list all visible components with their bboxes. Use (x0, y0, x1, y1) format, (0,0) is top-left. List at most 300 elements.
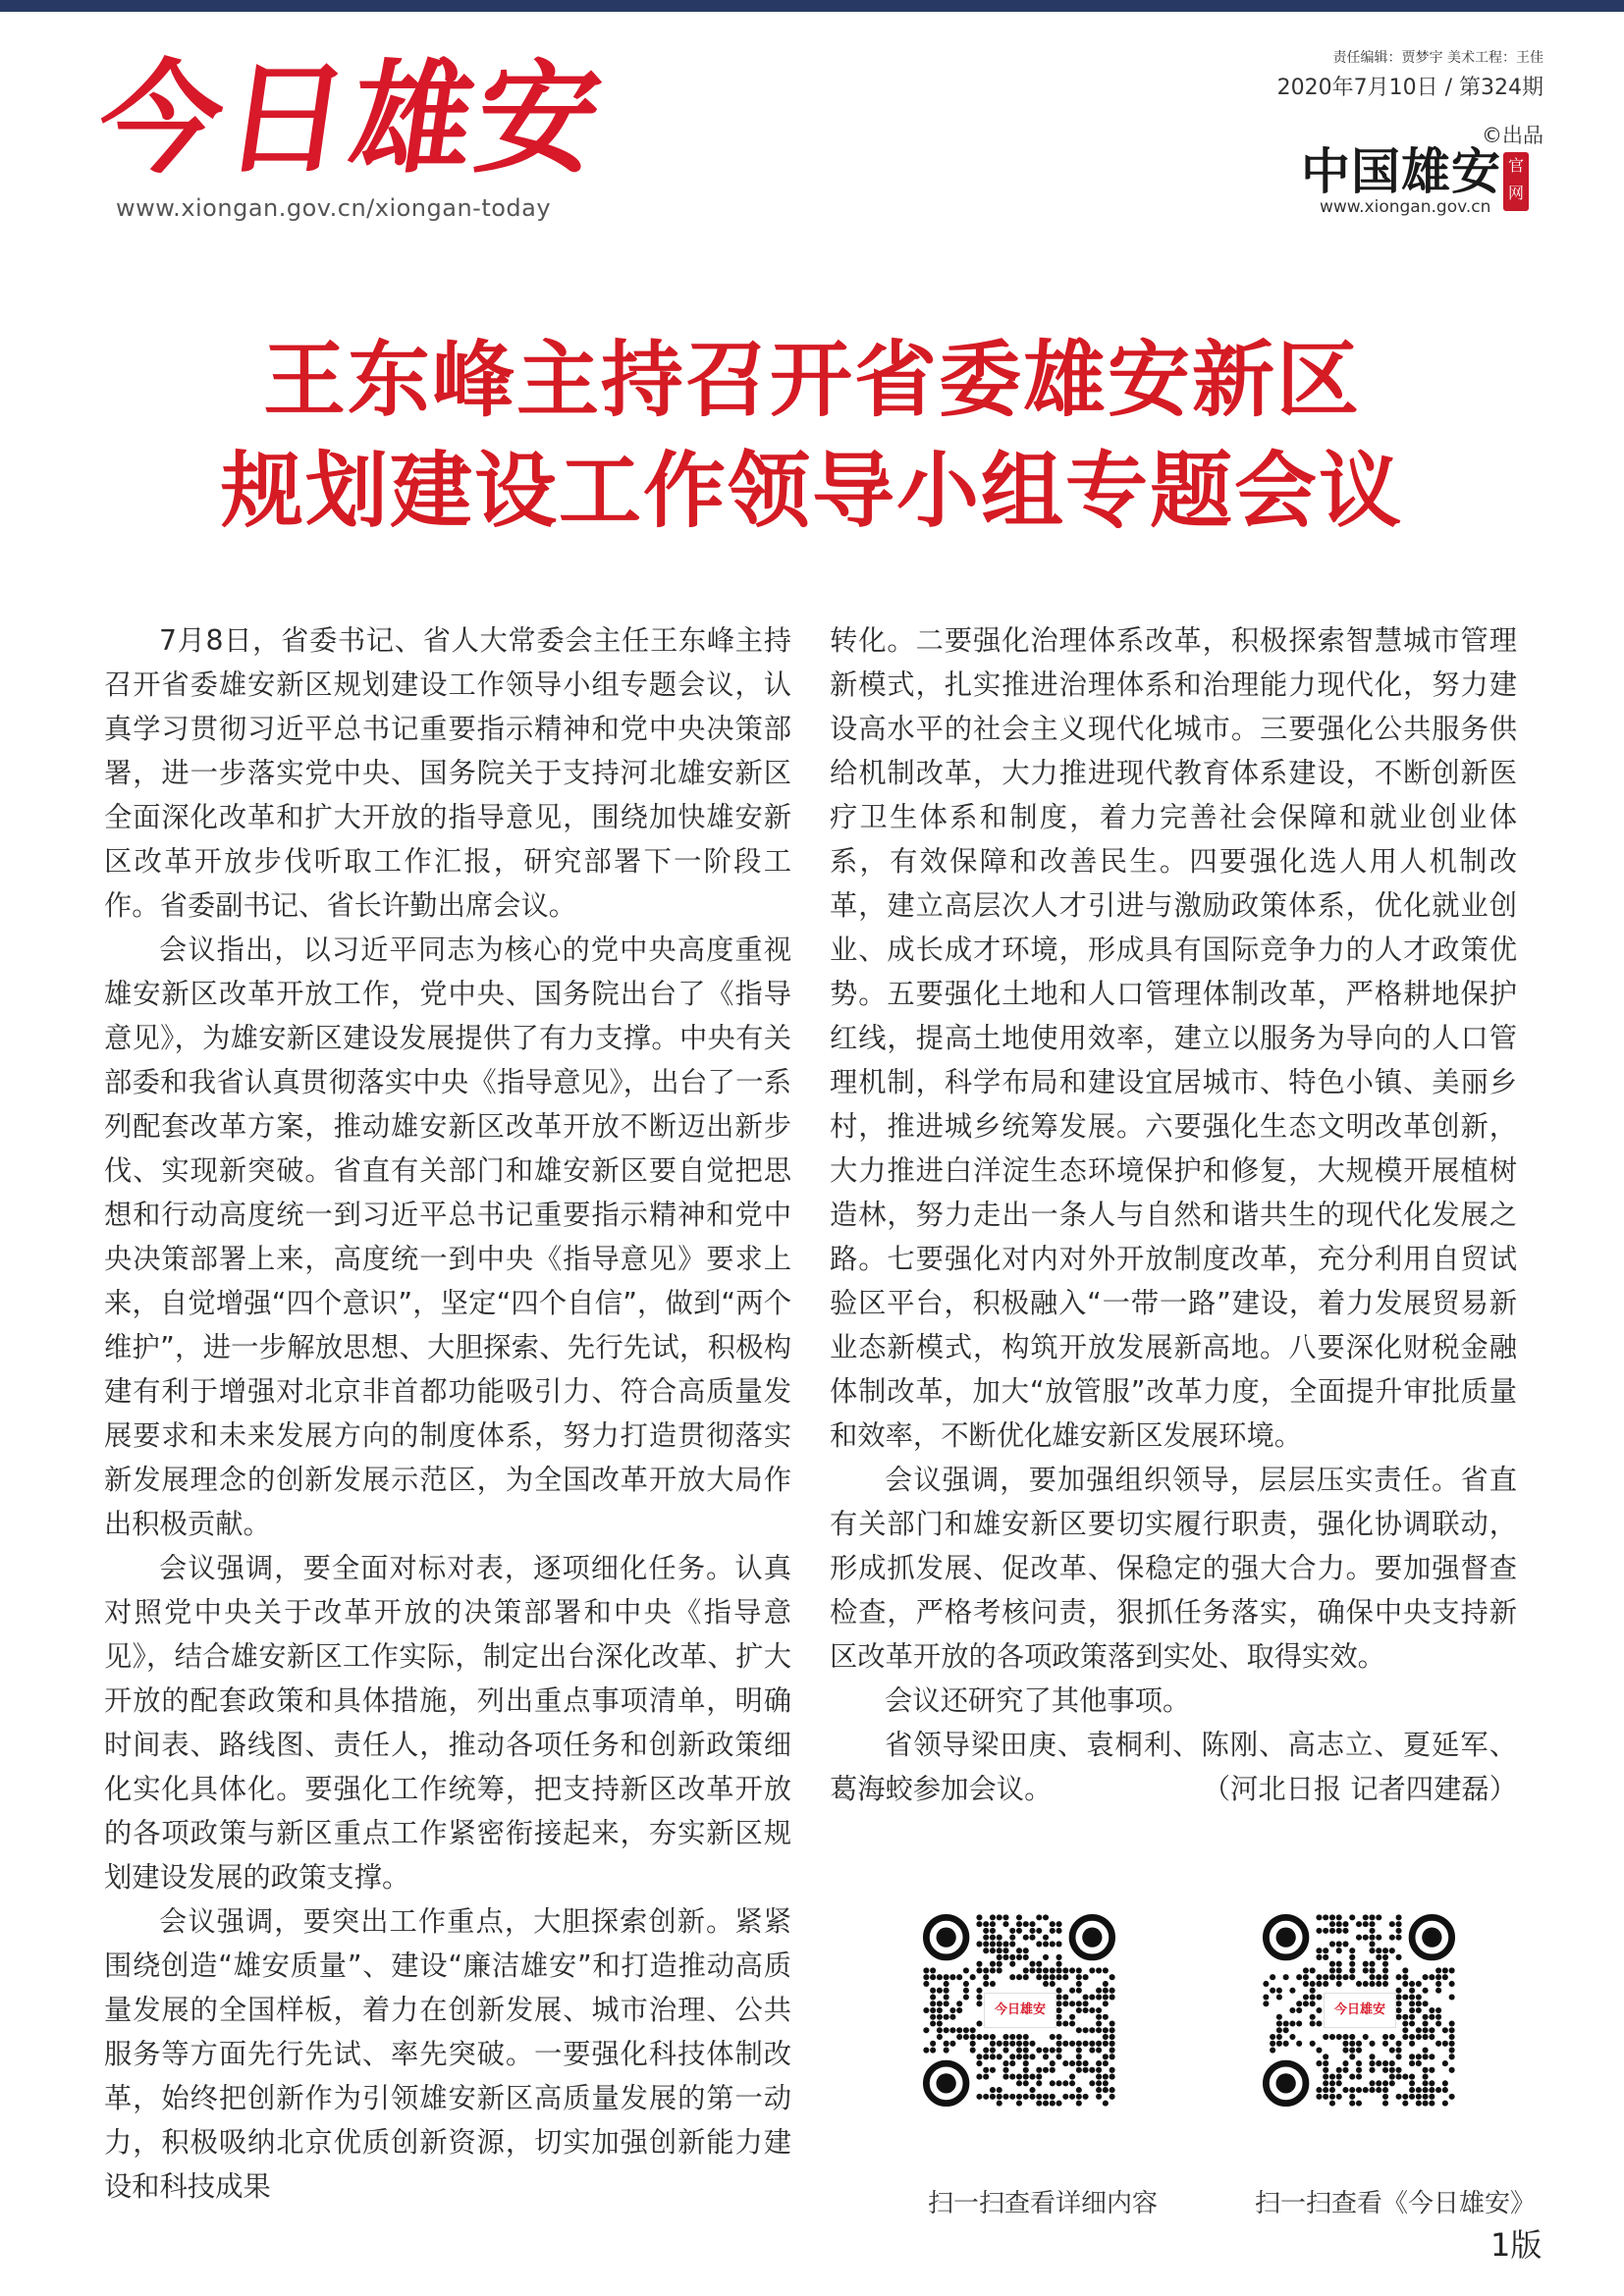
qr-dot (1402, 2020, 1408, 2026)
qr-dot (1096, 2027, 1102, 2033)
qr-dot (1336, 1967, 1342, 1973)
qr-dot (1376, 1914, 1381, 1920)
qr-dot (1369, 1921, 1375, 1927)
qr-dot (1062, 2041, 1068, 2047)
article-paragraph: 会议指出，以习近平同志为核心的党中央高度重视雄安新区改革开放工作，党中央、国务院出台了《指导意见》，为雄安新区建设发展提供了有力支撑。中央有关部委和我省认真贯彻落实中央《指导意见》，出台了一系列配套改革方案，推动雄安新区改革开放不断迈出新步伐、实现新突破。省直有关部门和雄安新区要自觉把思想和行动高度统一到习近平总书记重要指示精神和党中央决策部署上来，高度统一到中央《指导意见》要求上来，自觉增强“四个意识”，坚定“四个自信”，做到“两个维护”，进一步解放思想、大胆探索、先行先试，积极构建有利于增强对北京非首都功能吸引力、符合高质量发展要求和未来发展方向的制度体系，努力打造贯彻落实新发展理念的创新发展示范区，为全国改革开放大局作出积极贡献。 (104, 934, 791, 1540)
qr-dot (930, 2001, 936, 2006)
qr-dot (1329, 1974, 1335, 1980)
qr-dot (944, 1974, 949, 1980)
qr-dot (997, 2041, 1002, 2047)
qr-code-detail[interactable] (923, 1914, 1115, 2107)
qr-dot (1110, 2067, 1115, 2073)
qr-dot (1323, 2067, 1328, 2073)
qr-dot (1096, 1988, 1102, 1994)
qr-dot (1056, 1988, 1062, 1994)
qr-dot (983, 2067, 989, 2073)
qr-dot (990, 1948, 996, 1953)
qr-dot (1435, 1981, 1441, 1987)
qr-dot (1023, 2048, 1029, 2054)
qr-dot (1409, 2094, 1415, 2100)
qr-dot (1056, 1974, 1062, 1980)
qr-dot (1056, 2014, 1062, 2020)
qr-dot (1296, 2007, 1302, 2013)
qr-dot (1076, 2041, 1082, 2047)
qr-dot (1323, 1928, 1328, 1934)
qr-dot (1002, 2034, 1008, 2040)
qr-dot (1050, 1921, 1056, 1927)
qr-finder-center (1276, 2073, 1296, 2093)
qr-dot (1110, 2034, 1115, 2040)
qr-dot (1036, 2101, 1042, 2107)
qr-dot (997, 1941, 1002, 1947)
qr-dot (1289, 2034, 1295, 2040)
qr-dot (1402, 2014, 1408, 2020)
qr-dot (983, 1928, 989, 1934)
article-paragraph: 会议强调，要突出工作重点，大胆探索创新。紧紧围绕创造“雄安质量”、建设“廉洁雄安”和打造推动高质量发展的全国样板，着力在创新发展、城市治理、公共服务等方面先行先试、率先突破。一要强化科技体制改革，始终把创新作为引领雄安新区高质量发展的第一动力，积极吸纳北京优质创新资源，切实加强创新能力建设和科技成果 (104, 1905, 791, 2203)
qr-dot (944, 1981, 949, 1987)
qr-dot (1396, 1921, 1402, 1927)
qr-dot (1270, 1974, 1275, 1980)
qr-dot (1036, 1928, 1042, 1934)
qr-dot (944, 2001, 949, 2006)
qr-dot (1349, 1967, 1355, 1973)
qr-dot (1056, 1954, 1062, 1960)
qr-dot (1342, 2067, 1348, 2073)
qr-dot (1303, 2001, 1309, 2006)
qr-dot (1349, 2101, 1355, 2107)
qr-dot (983, 1981, 989, 1987)
qr-dot (1396, 1974, 1402, 1980)
qr-dot (1369, 2087, 1375, 2093)
qr-dot (1396, 1994, 1402, 2000)
qr-dot (1376, 2087, 1381, 2093)
qr-dot (1069, 2014, 1075, 2020)
qr-dot (1029, 2094, 1035, 2100)
masthead-url[interactable]: www.xiongan.gov.cn/xiongan-today (116, 194, 552, 222)
qr-dot (1389, 1935, 1395, 1941)
qr-dot (1316, 1954, 1322, 1960)
qr-dot (1423, 2014, 1429, 2020)
qr-dot (1056, 2001, 1062, 2006)
qr-dot (983, 2034, 989, 2040)
qr-dot (949, 2007, 955, 2013)
qr-dot (1336, 1981, 1342, 1987)
qr-dot (1349, 2041, 1355, 2047)
qr-dot (1435, 2007, 1441, 2013)
qr-dot (1342, 2034, 1348, 2040)
qr-dot (990, 2041, 996, 2047)
qr-dot (949, 1974, 955, 1980)
qr-dot (1103, 2074, 1109, 2080)
qr-dot (1409, 2007, 1415, 2013)
qr-dot (990, 1961, 996, 1967)
qr-dot (1009, 2094, 1015, 2100)
brand-url[interactable]: www.xiongan.gov.cn (1320, 197, 1491, 217)
qr-dot (1389, 2074, 1395, 2080)
qr-dot (1016, 1921, 1022, 1927)
qr-dot (1050, 2034, 1056, 2040)
qr-dot (1303, 1967, 1309, 1973)
brand-logo: 中国雄安 (1301, 142, 1501, 200)
qr-dot (1396, 2014, 1402, 2020)
qr-dot (1096, 2041, 1102, 2047)
qr-dot (1069, 2094, 1075, 2100)
qr-dot (1110, 1974, 1115, 1980)
qr-dot (1276, 1994, 1282, 2000)
qr-dot (944, 2041, 949, 2047)
qr-dot (1103, 2087, 1109, 2093)
qr-dot (1023, 2074, 1029, 2080)
qr-dot (1103, 2060, 1109, 2066)
qr-dot (976, 2001, 982, 2006)
qr-dot (1276, 2027, 1282, 2033)
article-column-right (830, 618, 1517, 1811)
qr-dot (1336, 2080, 1342, 2086)
qr-dot (1069, 2080, 1075, 2086)
qr-dot (1029, 1928, 1035, 1934)
qr-dot (1076, 2054, 1082, 2059)
qr-dot (1416, 1994, 1422, 2000)
qr-dot (1363, 1921, 1369, 1927)
qr-dot (1363, 1935, 1369, 1941)
qr-dot (1336, 1961, 1342, 1967)
qr-dot (1056, 2020, 1062, 2026)
qr-dot (1409, 2080, 1415, 2086)
qr-dot (1329, 1961, 1335, 1967)
qr-dot (976, 1941, 982, 1947)
qr-dot (1110, 2094, 1115, 2100)
qr-dot (1089, 2067, 1095, 2073)
qr-dot (1283, 2041, 1289, 2047)
qr-dot (1402, 2094, 1408, 2100)
qr-dot (1416, 2001, 1422, 2006)
qr-dot (1110, 2041, 1115, 2047)
qr-dot (1316, 2060, 1322, 2066)
qr-dot (1296, 1974, 1302, 1980)
qr-dot (1103, 1988, 1109, 1994)
qr-dot (1349, 1974, 1355, 1980)
qr-dot (990, 1981, 996, 1987)
qr-dot (1382, 2087, 1388, 2093)
qr-dot (1036, 2094, 1042, 2100)
qr-dot (1050, 2080, 1056, 2086)
qr-dot (1389, 2048, 1395, 2054)
qr-dot (1382, 1948, 1388, 1953)
article-paragraph: 会议强调，要加强组织领导，层层压实责任。省直有关部门和雄安新区要切实履行职责，强化协调联动，形成抓发展、促改革、保稳定的强大合力。要加强督查检查，严格考核问责，狠抓任务落实，确保中央支持新区改革开放的各项政策落到实处、取得实效。 (830, 1464, 1517, 1673)
qr-dot (1110, 2087, 1115, 2093)
qr-dot (1423, 2067, 1429, 2073)
qr-dot (1023, 1954, 1029, 1960)
qr-dot (997, 2087, 1002, 2093)
qr-dot (1276, 2014, 1282, 2020)
qr-dot (1329, 2094, 1335, 2100)
qr-dot (1103, 1994, 1109, 2000)
produced-by: ©出品 (1482, 124, 1543, 147)
qr-dot (956, 2007, 962, 2013)
qr-dot (1036, 2048, 1042, 2054)
qr-dot (1449, 1994, 1455, 2000)
qr-dot (1449, 2034, 1455, 2040)
qr-dot (1310, 1988, 1316, 1994)
qr-dot (1083, 2027, 1089, 2033)
qr-dot (1349, 2054, 1355, 2059)
qr-dot (1442, 1974, 1448, 1980)
qr-dot (1056, 2048, 1062, 2054)
qr-dot (944, 2014, 949, 2020)
qr-dot (1270, 2034, 1275, 2040)
qr-dot (1423, 2087, 1429, 2093)
qr-dot (963, 1981, 969, 1987)
qr-dot (1076, 2027, 1082, 2033)
qr-dot (1423, 2001, 1429, 2006)
qr-finder-center (937, 1928, 956, 1948)
qr-dot (1062, 2094, 1068, 2100)
qr-dot (1062, 2020, 1068, 2026)
qr-dot (983, 2094, 989, 2100)
qr-dot (1009, 1954, 1015, 1960)
qr-dot (1310, 2001, 1316, 2006)
qr-dot (1096, 2007, 1102, 2013)
qr-dot (1356, 2087, 1362, 2093)
qr-dot (1056, 2041, 1062, 2047)
qr-dot (1382, 1967, 1388, 1973)
qr-dot (1289, 2020, 1295, 2026)
qr-dot (1323, 1974, 1328, 1980)
qr-dot (1056, 2080, 1062, 2086)
qr-dot (1409, 2054, 1415, 2059)
qr-dot (1409, 2001, 1415, 2006)
qr-dot (1036, 2074, 1042, 2080)
qr-dot (1323, 2080, 1328, 2086)
qr-dot (970, 2027, 976, 2033)
qr-dot (990, 1921, 996, 1927)
qr-dot (1369, 1967, 1375, 1973)
qr-dot (1056, 2054, 1062, 2059)
qr-dot (1356, 1981, 1362, 1987)
qr-dot (1263, 2001, 1269, 2006)
qr-dot (1349, 2087, 1355, 2093)
qr-dot (1435, 1988, 1441, 1994)
qr-dot (1002, 2094, 1008, 2100)
qr-dot (976, 1988, 982, 1994)
qr-dot (970, 1974, 976, 1980)
qr-dot (1002, 2067, 1008, 2073)
qr-dot (1349, 1954, 1355, 1960)
qr-dot (1396, 1988, 1402, 1994)
qr-dot (1076, 2007, 1082, 2013)
qr-dot (1376, 1981, 1381, 1987)
qr-dot (1043, 2048, 1049, 2054)
qr-dot (1283, 1974, 1289, 1980)
qr-dot (1349, 1961, 1355, 1967)
qr-dot (1110, 1988, 1115, 1994)
qr-dot (1023, 2094, 1029, 2100)
qr-dot (983, 2054, 989, 2059)
qr-dot (1029, 1961, 1035, 1967)
qr-dot (1276, 2034, 1282, 2040)
qr-dot (923, 1967, 929, 1973)
qr-dot (949, 2014, 955, 2020)
qr-dot (983, 2074, 989, 2080)
qr-dot (983, 1967, 989, 1973)
qr-dot (1363, 1914, 1369, 1920)
qr-dot (1363, 2087, 1369, 2093)
qr-dot (1002, 1941, 1008, 1947)
qr-dot (1096, 1967, 1102, 1973)
qr-dot (1369, 2080, 1375, 2086)
qr-dot (1023, 2080, 1029, 2086)
qr-dot (956, 1974, 962, 1980)
qr-dot (1316, 1914, 1322, 1920)
qr-dot (1382, 2041, 1388, 2047)
qr-dot (1009, 2054, 1015, 2059)
qr-dot (1036, 2067, 1042, 2073)
qr-dot (1349, 1948, 1355, 1953)
qr-dot (930, 2014, 936, 2020)
qr-dot (1449, 1967, 1455, 1973)
qr-dot (1349, 2074, 1355, 2080)
qr-dot (1036, 1914, 1042, 1920)
qr-dot (1323, 1954, 1328, 1960)
qr-dot (937, 1974, 943, 1980)
qr-dot (1409, 2087, 1415, 2093)
qr-dot (1050, 2048, 1056, 2054)
qr-dot (1396, 2001, 1402, 2006)
qr-dot (944, 2048, 949, 2054)
qr-dot (1056, 2007, 1062, 2013)
qr-dot (1342, 1941, 1348, 1947)
qr-dot (1382, 2094, 1388, 2100)
qr-dot (1342, 2048, 1348, 2054)
qr-dot (1023, 1935, 1029, 1941)
qr-dot (1296, 2001, 1302, 2006)
qr-dot (923, 2007, 929, 2013)
article-column-left (104, 618, 791, 2209)
qr-dot (1050, 1974, 1056, 1980)
qr-dot (1356, 2067, 1362, 2073)
qr-dot (1442, 2027, 1448, 2033)
qr-dot (1449, 2048, 1455, 2054)
qr-dot (1376, 2080, 1381, 2086)
article-paragraph: 7月8日，省委书记、省人大常委会主任王东峰主持召开省委雄安新区规划建设工作领导小组专题会议，认真学习贯彻习近平总书记重要指示精神和党中央决策部署，进一步落实党中央、国务院关于支持河北雄安新区全面深化改革和扩大开放的指导意见，围绕加快雄安新区改革开放步伐听取工作汇报，研究部署下一阶段工作。省委副书记、省长许勤出席会议。 (104, 624, 791, 922)
qr-dot (976, 2034, 982, 2040)
qr-dot (1089, 2007, 1095, 2013)
qr-dot (983, 1921, 989, 1927)
qr-dot (1416, 2060, 1422, 2066)
qr-dot (1369, 2060, 1375, 2066)
qr-dot (1323, 2087, 1328, 2093)
qr-dot (1029, 1967, 1035, 1973)
qr-dot (937, 2020, 943, 2026)
qr-dot (1016, 2041, 1022, 2047)
qr-dot (1356, 2101, 1362, 2107)
qr-dot (1056, 2101, 1062, 2107)
qr-dot (1069, 2001, 1075, 2006)
qr-dot (1336, 1948, 1342, 1953)
qr-dot (1016, 2048, 1022, 2054)
qr-dot (1382, 2080, 1388, 2086)
qr-dot (1276, 1988, 1282, 1994)
qr-dot (963, 1994, 969, 2000)
qr-dot (1442, 2101, 1448, 2107)
qr-dot (1409, 2014, 1415, 2020)
qr-dot (1029, 2054, 1035, 2059)
qr-dot (976, 2094, 982, 2100)
qr-dot (1363, 1967, 1369, 1973)
qr-dot (930, 2020, 936, 2026)
qr-dot (1310, 1967, 1316, 1973)
qr-dot (1363, 1981, 1369, 1987)
qr-dot (1389, 1921, 1395, 1927)
qr-dot (1009, 2034, 1015, 2040)
qr-dot (1083, 1974, 1089, 1980)
qr-dot (1416, 1981, 1422, 1987)
qr-dot (1289, 1988, 1295, 1994)
qr-dot (1043, 2067, 1049, 2073)
qr-dot (1316, 1974, 1322, 1980)
qr-dot (1356, 1935, 1362, 1941)
qr-dot (1336, 2067, 1342, 2073)
qr-dot (1056, 2034, 1062, 2040)
qr-dot (1316, 2048, 1322, 2054)
qr-dot (1323, 1948, 1328, 1953)
qr-finder-center (937, 2073, 956, 2093)
qr-dot (1002, 1954, 1008, 1960)
qr-dot (1402, 1967, 1408, 1973)
qr-dot (1016, 2080, 1022, 2086)
qr-dot (1096, 2020, 1102, 2026)
qr-dot (976, 2074, 982, 2080)
qr-dot (1376, 1948, 1381, 1953)
qr-dot (1376, 1974, 1381, 1980)
qr-dot (1110, 2074, 1115, 2080)
qr-dot (1016, 2034, 1022, 2040)
qr-dot (1310, 2020, 1316, 2026)
qr-dot (1036, 1941, 1042, 1947)
qr-dot (1009, 2060, 1015, 2066)
qr-dot (1342, 2041, 1348, 2047)
qr-dot (1323, 2054, 1328, 2059)
qr-dot (1329, 2080, 1335, 2086)
qr-dot (1323, 1914, 1328, 1920)
qr-dot (1002, 2048, 1008, 2054)
qr-dot (1076, 2087, 1082, 2093)
qr-dot (1429, 2067, 1435, 2073)
qr-code-paper[interactable] (1263, 1914, 1455, 2107)
qr-dot (1336, 1928, 1342, 1934)
qr-dot (1076, 1988, 1082, 1994)
qr-dot (1409, 1981, 1415, 1987)
qr-dot (1449, 2027, 1455, 2033)
qr-dot (1023, 1967, 1029, 1973)
top-color-bar (0, 0, 1624, 12)
qr-dot (1062, 1967, 1068, 1973)
qr-dot (1423, 2048, 1429, 2054)
qr-dot (1389, 2080, 1395, 2086)
qr-dot (1423, 2080, 1429, 2086)
qr-dot (1429, 2080, 1435, 2086)
qr-dot (1316, 1981, 1322, 1987)
qr-dot (1036, 1967, 1042, 1973)
qr-dot (930, 1967, 936, 1973)
qr-dot (1096, 2080, 1102, 2086)
qr-dot (1316, 1928, 1322, 1934)
qr-dot (1016, 1928, 1022, 1934)
qr-dot (1002, 2074, 1008, 2080)
qr-dot (1429, 2034, 1435, 2040)
qr-dot (1323, 2094, 1328, 2100)
qr-dot (1110, 2054, 1115, 2059)
